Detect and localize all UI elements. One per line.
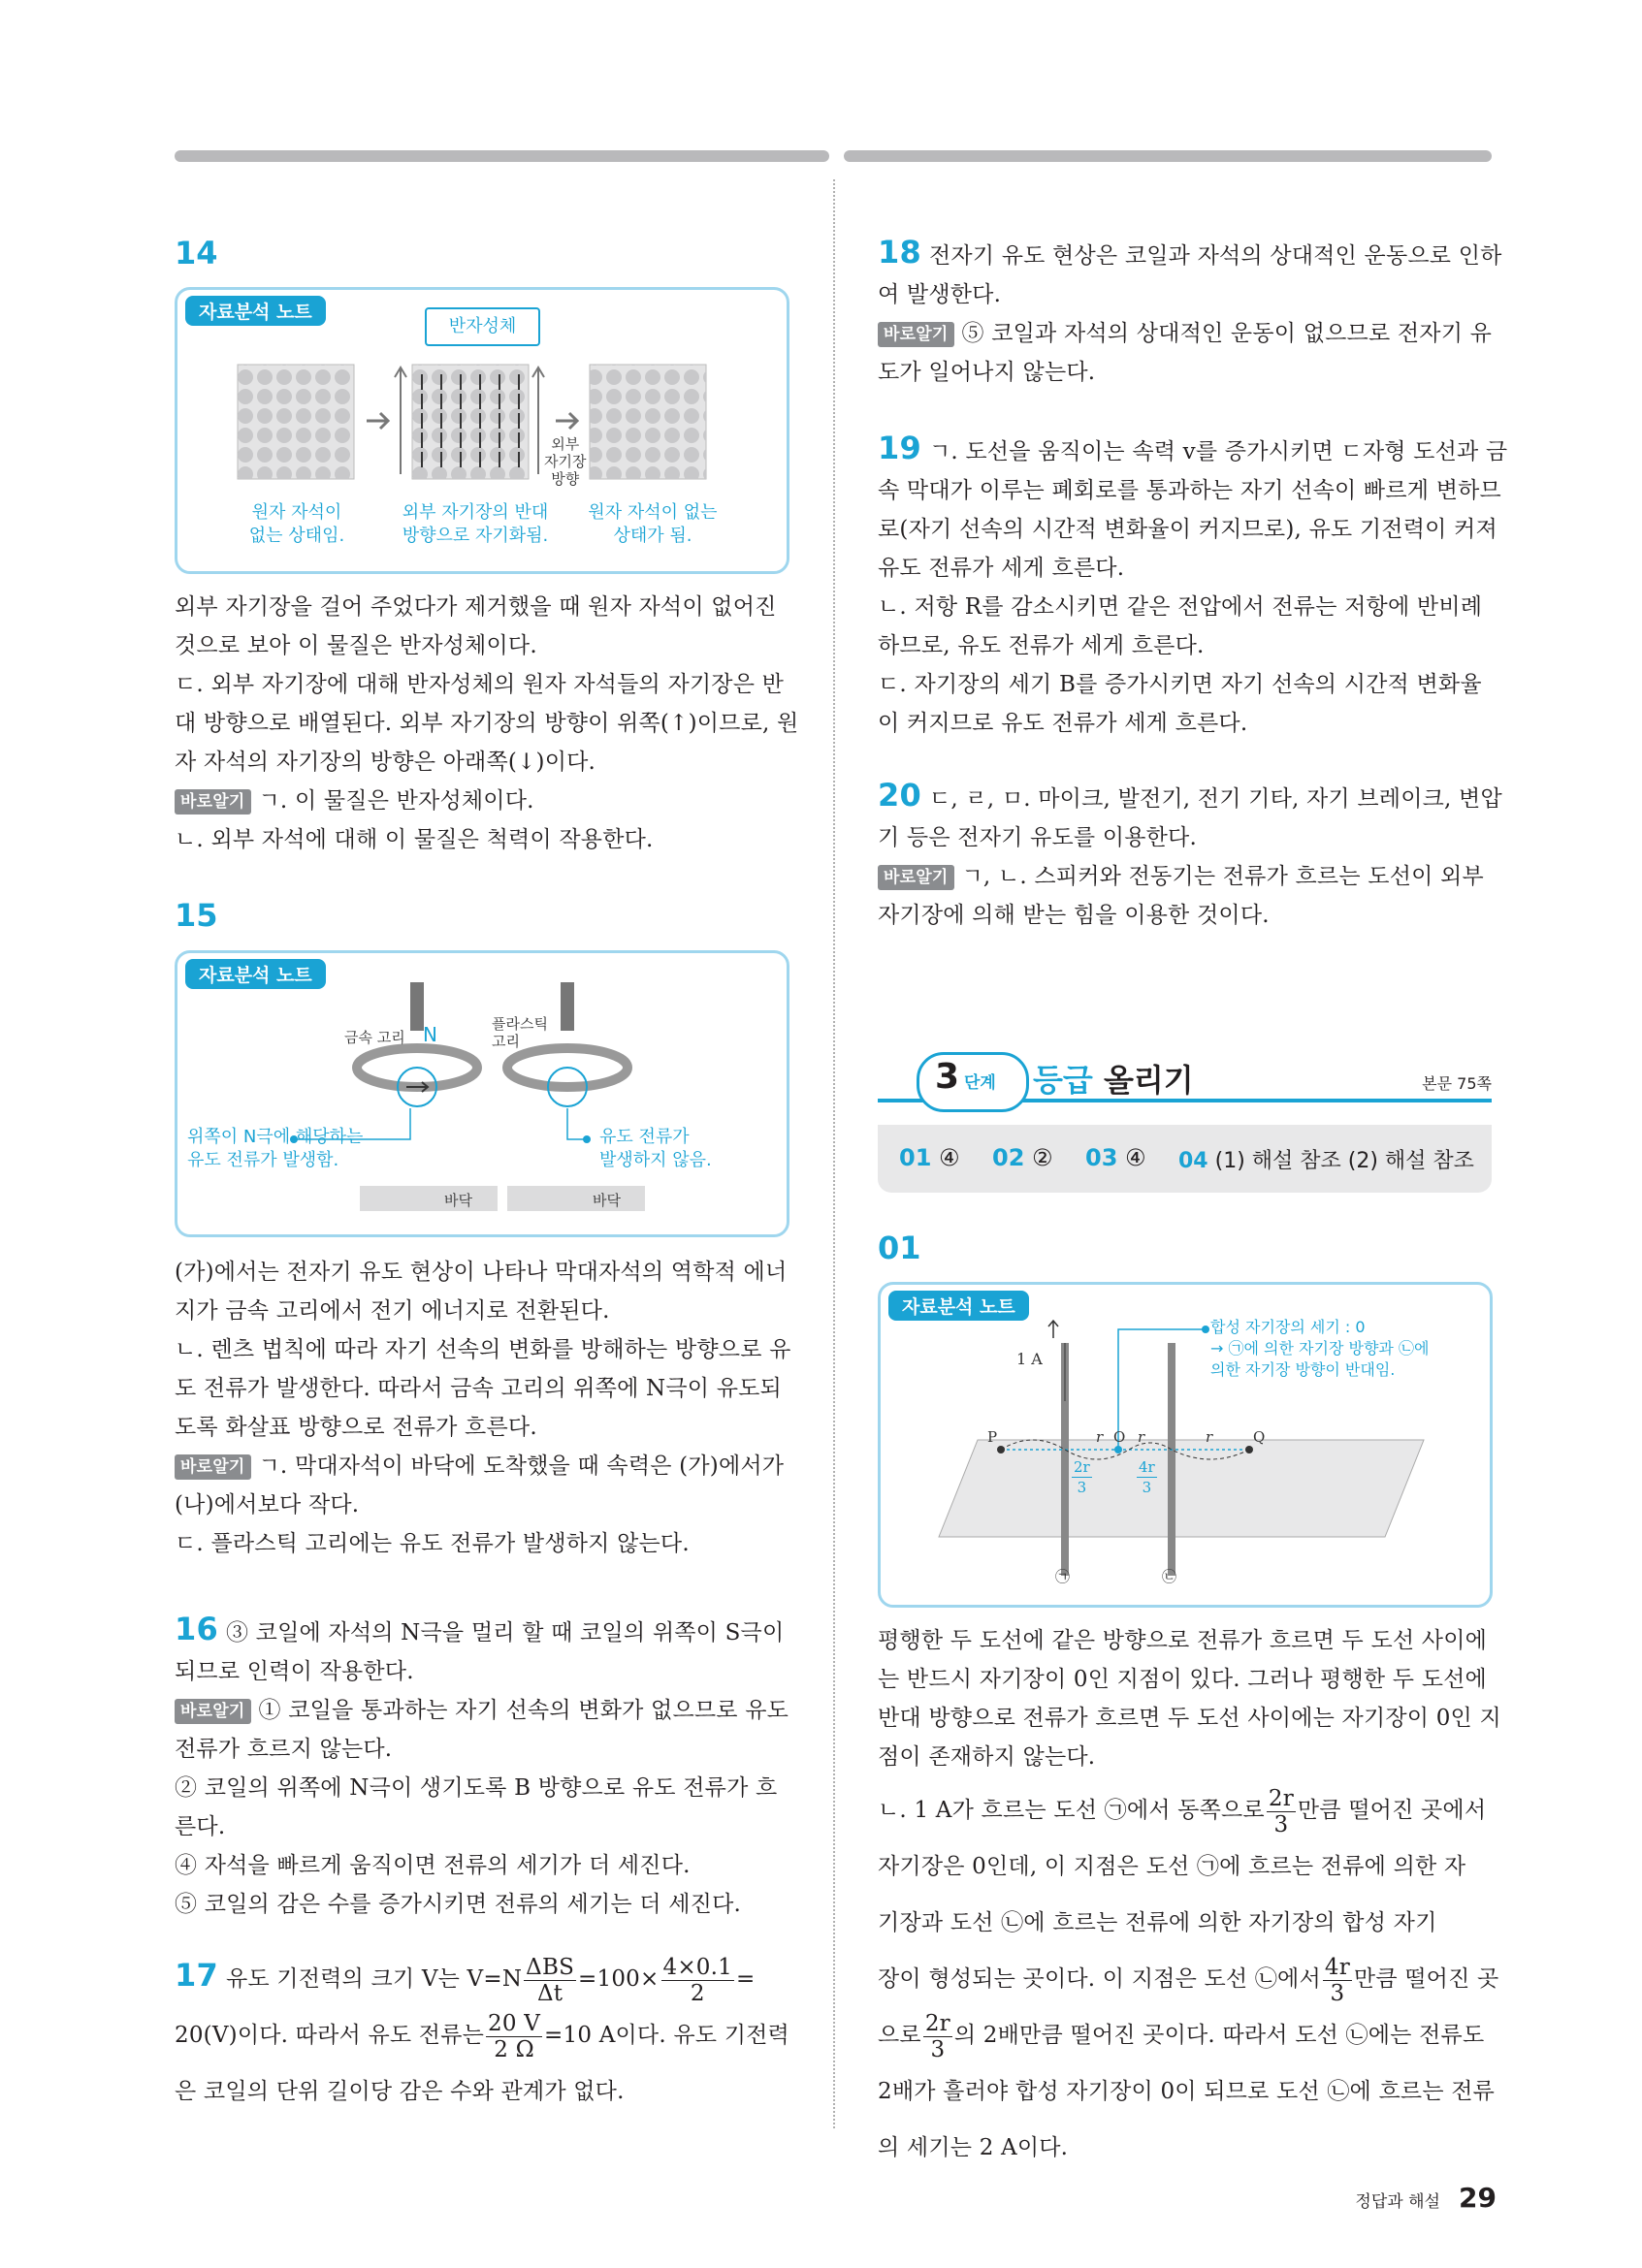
q16-line: ② 코일의 위쪽에 N극이 생기도록 B 방향으로 유도 전류가 흐 xyxy=(175,1775,778,1801)
q17-line-2 xyxy=(175,2007,789,2063)
q17-line-3: 은 코일의 단위 길이당 감은 수와 관계가 없다. xyxy=(175,2079,625,2104)
q18-first-text: 전자기 유도 현상은 코일과 자석의 상대적인 운동으로 인하 xyxy=(928,243,1502,269)
question-number-16: 16 xyxy=(175,1611,218,1647)
analysis-note-label: 자료분석 노트 xyxy=(185,959,326,989)
q14-line: ㄷ. 외부 자기장에 대해 반자성체의 원자 자석들의 자기장은 반 xyxy=(175,672,785,697)
r-label: r xyxy=(1096,1428,1104,1446)
correction-tag: 바로알기 xyxy=(175,1454,251,1480)
q18-correction-line xyxy=(878,314,1502,353)
page-number: 29 xyxy=(1459,2182,1497,2214)
floor-label-1: 바닥 xyxy=(444,1192,472,1209)
plastic-ring-label-1: 플라스틱 xyxy=(492,1015,548,1033)
question-number-15: 15 xyxy=(175,897,218,934)
q14-text xyxy=(175,588,798,859)
wire-label-1: ㉠ xyxy=(1055,1568,1071,1585)
fraction-4r-3 xyxy=(1135,1457,1159,1497)
q19-line: 이 커지므로 유도 전류가 세게 흐른다. xyxy=(878,711,1248,736)
q14-correction-text: ㄱ. 이 물질은 반자성체이다. xyxy=(258,788,534,814)
fraction-4r3-inline xyxy=(1323,1955,1352,2006)
answer-bar xyxy=(878,1125,1492,1193)
q01-l9-post: 의 2배만큼 떨어진 곳이다. 따라서 도선 ㉡에는 전류도 xyxy=(953,2023,1485,2048)
fraction-2r3-inline xyxy=(1267,1786,1296,1837)
stage-header xyxy=(878,1052,1492,1130)
q17-pre: 유도 기전력의 크기 V는 V=N xyxy=(225,1966,523,1992)
q19-first-line xyxy=(878,429,1507,471)
stage-title xyxy=(1033,1056,1194,1101)
q15-line: 지가 금속 고리에서 전기 에너지로 전환된다. xyxy=(175,1298,610,1324)
fraction-denominator: 2 xyxy=(690,1980,705,2006)
q14-correction-line xyxy=(175,782,798,820)
fraction-numerator: 4×0.1 xyxy=(662,1954,732,1980)
fraction-denominator: 3 xyxy=(1142,1479,1152,1496)
q15-correction-line xyxy=(175,1447,791,1485)
answer-01 xyxy=(899,1144,960,1171)
q15-line: 도 전류가 발생한다. 따라서 금속 고리의 위쪽에 N극이 유도되 xyxy=(175,1376,782,1401)
fraction-denominator: Δt xyxy=(536,1980,563,2006)
question-number-20: 20 xyxy=(878,777,921,814)
fraction-2r-3 xyxy=(1070,1457,1094,1497)
q14-line: 자 자석의 자기장의 방향은 아래쪽(↓)이다. xyxy=(175,750,596,775)
question-number-18: 18 xyxy=(878,234,921,271)
fraction-dbs-dt xyxy=(524,1955,576,2006)
answer-value: ④ xyxy=(1125,1144,1146,1171)
analysis-note-label: 자료분석 노트 xyxy=(888,1291,1029,1321)
q20-first-line xyxy=(878,776,1502,818)
point-p-label: P xyxy=(987,1428,998,1446)
answer-number: 04 xyxy=(1178,1149,1208,1173)
fraction-denominator: 3 xyxy=(930,2036,946,2062)
q20-line: 자기장에 의해 받는 힘을 이용한 것이다. xyxy=(878,903,1270,928)
answer-number: 01 xyxy=(899,1144,932,1171)
answer-04 xyxy=(1178,1144,1474,1174)
q15-line: 도록 화살표 방향으로 전류가 흐른다. xyxy=(175,1415,537,1440)
answer-number: 03 xyxy=(1085,1144,1118,1171)
ring-magnet-diagram xyxy=(177,953,787,1234)
current-label: 1 A xyxy=(1016,1350,1043,1368)
q15-line: (나)에서보다 작다. xyxy=(175,1492,360,1517)
external-field-label-2: 자기장 xyxy=(544,453,587,470)
caption-3-line-1: 원자 자석이 없는 xyxy=(588,502,718,523)
caption-state-3 xyxy=(575,501,730,548)
q18-correction-text: ⑤ 코일과 자석의 상대적인 운동이 없으므로 전자기 유 xyxy=(961,321,1493,346)
caption-right-line-1: 유도 전류가 xyxy=(599,1127,690,1147)
q01-l9-pre: 으로 xyxy=(878,2023,921,2048)
q17-line-1 xyxy=(175,1947,789,2007)
correction-tag: 바로알기 xyxy=(878,322,954,347)
q15-line: ㄷ. 플라스틱 고리에는 유도 전류가 발생하지 않는다. xyxy=(175,1531,690,1556)
caption-1-line-1: 원자 자석이 xyxy=(251,502,342,523)
stage-title-b: 올리기 xyxy=(1092,1062,1194,1099)
caption-right-line-2: 발생하지 않음. xyxy=(599,1150,712,1170)
floor-label-2: 바닥 xyxy=(593,1192,621,1209)
q15-line: ㄴ. 렌츠 법칙에 따라 자기 선속의 변화를 방해하는 방향으로 유 xyxy=(175,1337,791,1362)
q16-line: 되므로 인력이 작용한다. xyxy=(175,1659,414,1684)
q14-line: 대 방향으로 배열된다. 외부 자기장의 방향이 위쪽(↑)이므로, 원 xyxy=(175,711,799,736)
q20-correction-text: ㄱ, ㄴ. 스피커와 전동기는 전류가 흐르는 도선이 외부 xyxy=(961,864,1484,889)
fraction-denominator: 3 xyxy=(1330,1980,1345,2006)
q18-line: 여 발생한다. xyxy=(878,282,1002,307)
q01-l5-pre: ㄴ. 1 A가 흐르는 도선 ㉠에서 동쪽으로 xyxy=(878,1798,1265,1823)
fraction-denominator: 2 Ω xyxy=(494,2036,534,2062)
fraction-numerator: ΔBS xyxy=(526,1954,575,1980)
fraction-numerator: 2r xyxy=(1074,1458,1090,1476)
answer-03 xyxy=(1085,1144,1146,1171)
fraction-denominator: 3 xyxy=(1273,1811,1289,1837)
caption-state-2 xyxy=(393,501,558,548)
n-pole-label: N xyxy=(423,1023,437,1046)
fraction-denominator: 3 xyxy=(1077,1479,1087,1496)
analysis-note-box-01 xyxy=(878,1282,1493,1608)
q01-line-11: 의 세기는 2 A이다. xyxy=(878,2135,1069,2160)
q01-l8-pre: 장이 형성되는 곳이다. 이 지점은 도선 ㉡에서 xyxy=(878,1966,1321,1992)
analysis-note-box-15 xyxy=(175,950,789,1237)
q19-line: 유도 전류가 세게 흐른다. xyxy=(878,556,1125,581)
q16-first-text: ③ 코일에 자석의 N극을 멀리 할 때 코일의 위쪽이 S극이 xyxy=(225,1620,785,1645)
caption-2-line-2: 방향으로 자기화됨. xyxy=(402,526,549,546)
q19-first-text: ㄱ. 도선을 움직이는 속력 v를 증가시키면 ㄷ자형 도선과 금 xyxy=(928,439,1508,464)
fraction-2r3-inline xyxy=(923,2011,952,2062)
q01-line-6: 자기장은 0인데, 이 지점은 도선 ㉠에 흐르는 전류에 의한 자 xyxy=(878,1854,1466,1879)
q01-text xyxy=(878,1621,1501,1776)
q20-text xyxy=(878,776,1502,935)
caption-state-1 xyxy=(234,501,360,548)
top-bar-left xyxy=(175,150,829,162)
q15-line: (가)에서는 전자기 유도 현상이 나타나 막대자석의 역학적 에너 xyxy=(175,1260,788,1285)
metal-ring-label: 금속 고리 xyxy=(344,1029,405,1046)
fraction-numerator: 4r xyxy=(1324,1954,1350,1980)
fraction-numerator: 2r xyxy=(924,2010,950,2036)
q19-line: ㄴ. 저항 R를 감소시키면 같은 전압에서 전류는 저항에 반비례 xyxy=(878,594,1483,620)
q15-correction-text: ㄱ. 막대자석이 바닥에 도착했을 때 속력은 (가)에서가 xyxy=(258,1453,785,1479)
q20-first-text: ㄷ, ㄹ, ㅁ. 마이크, 발전기, 전기 기타, 자기 브레이크, 변압 xyxy=(928,786,1502,812)
q18-text xyxy=(878,233,1502,392)
analysis-note-box-14 xyxy=(175,287,789,574)
q01-line-10: 2배가 흘러야 합성 자기장이 0이 되므로 도선 ㉡에 흐르는 전류 xyxy=(878,2079,1496,2104)
q17-eq: = xyxy=(735,1966,756,1992)
q17-text xyxy=(175,1947,789,2120)
caption-3-line-2: 상태가 됨. xyxy=(613,526,692,546)
field-note-line-3: 의한 자기장 방향이 반대임. xyxy=(1210,1360,1396,1379)
q14-line: ㄴ. 외부 자석에 대해 이 물질은 척력이 작용한다. xyxy=(175,827,654,852)
diagram-title: 반자성체 xyxy=(425,307,540,346)
plastic-ring-label xyxy=(492,1015,548,1050)
q16-first-line xyxy=(175,1610,789,1652)
r-label: r xyxy=(1138,1428,1145,1446)
q19-line: ㄷ. 자기장의 세기 B를 증가시키면 자기 선속의 시간적 변화율 xyxy=(878,672,1482,697)
fraction-numerator: 20 V xyxy=(488,2010,541,2036)
column-divider xyxy=(833,179,835,2128)
fraction-numerator: 4r xyxy=(1139,1458,1155,1476)
point-o-label: O xyxy=(1113,1428,1126,1446)
wire-label-2: ㉡ xyxy=(1162,1568,1177,1585)
q19-text xyxy=(878,429,1507,743)
point-q-label: Q xyxy=(1253,1428,1266,1446)
caption-no-current xyxy=(599,1126,712,1172)
stage-badge-number: 3 xyxy=(935,1057,960,1097)
q17-mid: =100× xyxy=(578,1966,660,1992)
stage-badge xyxy=(917,1052,1029,1112)
question-number-14: 14 xyxy=(175,235,218,272)
field-note-line-2: → ㉠에 의한 자기장 방향과 ㉡에 xyxy=(1210,1339,1430,1358)
q01-line: 는 반드시 자기장이 0인 지점이 있다. 그러나 평행한 두 도선에 xyxy=(878,1667,1487,1692)
q16-line: 른다. xyxy=(175,1814,226,1839)
correction-tag: 바로알기 xyxy=(878,865,954,890)
fraction-current xyxy=(486,2011,542,2062)
page-footer xyxy=(1355,2182,1497,2214)
answer-value: (1) 해설 참조 (2) 해설 참조 xyxy=(1214,1149,1474,1173)
stage-page-ref: 본문 75쪽 xyxy=(1422,1074,1492,1093)
q16-line: ④ 자석을 빠르게 움직이면 전류의 세기가 더 세진다. xyxy=(175,1853,691,1878)
q20-correction-line xyxy=(878,857,1502,896)
q01-line-9 xyxy=(878,2007,1498,2063)
answer-number: 02 xyxy=(992,1144,1025,1171)
external-field-label xyxy=(544,435,586,488)
caption-left-line-2: 유도 전류가 발생함. xyxy=(187,1150,339,1170)
external-field-label-1: 외부 xyxy=(551,435,580,453)
answer-value: ④ xyxy=(939,1144,960,1171)
fraction-2r3 xyxy=(1072,1457,1092,1497)
r-label: r xyxy=(1206,1428,1213,1446)
stage-title-a: 등급 xyxy=(1033,1062,1093,1099)
top-bar-right xyxy=(844,150,1492,162)
q01-line-7: 기장과 도선 ㉡에 흐르는 전류에 의한 자기장의 합성 자기 xyxy=(878,1910,1437,1935)
q19-line: 속 막대가 이루는 폐회로를 통과하는 자기 선속이 빠르게 변하므 xyxy=(878,478,1501,503)
answer-value: ② xyxy=(1032,1144,1053,1171)
q16-correction-text: ① 코일을 통과하는 자기 선속의 변화가 없으므로 유도 xyxy=(258,1698,789,1723)
fraction-values xyxy=(661,1955,734,2006)
plastic-ring-label-2: 고리 xyxy=(492,1033,520,1050)
q01-l5-post: 만큼 떨어진 곳에서 xyxy=(1297,1798,1487,1823)
question-number-17: 17 xyxy=(175,1957,218,1994)
q15-text xyxy=(175,1253,791,1563)
q14-line: 외부 자기장을 걸어 주었다가 제거했을 때 원자 자석이 없어진 xyxy=(175,594,777,620)
q01-line: 반대 방향으로 전류가 흐르면 두 도선 사이에는 자기장이 0인 지 xyxy=(878,1706,1501,1731)
q01-line-8 xyxy=(878,1951,1498,2007)
footer-section: 정답과 해설 xyxy=(1355,2192,1440,2212)
q19-line: 로(자기 선속의 시간적 변화율이 커지므로), 유도 기전력이 커져 xyxy=(878,517,1497,542)
analysis-note-label: 자료분석 노트 xyxy=(185,296,326,326)
q16-correction-line xyxy=(175,1691,789,1730)
stage-badge-text: 단계 xyxy=(964,1073,996,1093)
q01-line: 평행한 두 도선에 같은 방향으로 전류가 흐르면 두 도선 사이에 xyxy=(878,1628,1488,1653)
q01-line-5 xyxy=(878,1782,1498,1838)
q20-line: 기 등은 전자기 유도를 이용한다. xyxy=(878,825,1197,850)
caption-1-line-2: 없는 상태임. xyxy=(248,526,345,546)
field-note xyxy=(1210,1317,1429,1381)
caption-induced-current xyxy=(187,1126,363,1172)
q14-line: 것으로 보아 이 물질은 반자성체이다. xyxy=(175,633,537,658)
answer-02 xyxy=(992,1144,1053,1171)
correction-tag: 바로알기 xyxy=(175,789,251,815)
q16-line: ⑤ 코일의 감은 수를 증가시키면 전류의 세기는 더 세진다. xyxy=(175,1892,741,1917)
q16-text xyxy=(175,1610,789,1924)
caption-2-line-1: 외부 자기장의 반대 xyxy=(402,502,549,523)
external-field-label-3: 방향 xyxy=(551,470,580,488)
q18-first-line xyxy=(878,233,1502,275)
question-number-01: 01 xyxy=(878,1230,921,1266)
field-note-line-1: 합성 자기장의 세기 : 0 xyxy=(1210,1318,1366,1336)
question-number-19: 19 xyxy=(878,430,921,466)
q01-line: 점이 존재하지 않는다. xyxy=(878,1744,1096,1770)
q18-line: 도가 일어나지 않는다. xyxy=(878,360,1096,385)
correction-tag: 바로알기 xyxy=(175,1699,251,1724)
q17-line2-pre: 20(V)이다. 따라서 유도 전류는 xyxy=(175,2023,485,2048)
q17-line2-post: =10 A이다. 유도 기전력 xyxy=(544,2023,789,2048)
caption-left-line-1: 위쪽이 N극에 해당하는 xyxy=(187,1127,364,1147)
fraction-numerator: 2r xyxy=(1268,1785,1294,1811)
fraction-4r3 xyxy=(1137,1457,1157,1497)
q01-l8-post: 만큼 떨어진 곳 xyxy=(1353,1966,1499,1992)
q01-derivation xyxy=(878,1782,1498,2176)
q19-line: 하므로, 유도 전류가 세게 흐른다. xyxy=(878,633,1205,658)
q16-line: 전류가 흐르지 않는다. xyxy=(175,1737,393,1762)
